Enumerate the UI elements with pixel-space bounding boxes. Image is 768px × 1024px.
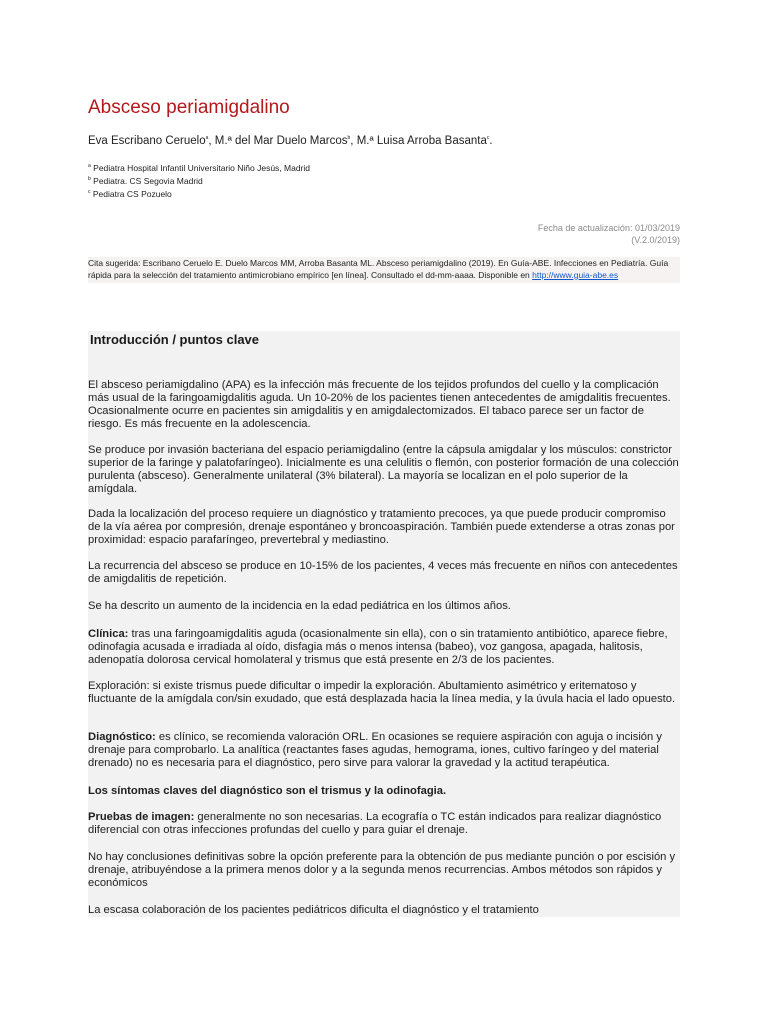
author-separator: . bbox=[489, 135, 493, 147]
author-name: M.ª del Mar Duelo Marcos bbox=[214, 135, 348, 147]
paragraph-text: La recurrencia del absceso se produce en 10-15% de los pacientes, 4 veces más frecuente en niños con antecedentes de amigdalitis de repetición. bbox=[88, 560, 678, 585]
paragraph bbox=[88, 904, 680, 917]
paragraph-text: Exploración: si existe trismus puede dificultar o impedir la exploración. Abultamiento asimétrico y eritematoso y fluctuante de la amígdala con/sin exudado, que está desplazada hacia la línea media, y la úvula hacia el lado opuesto. bbox=[88, 680, 676, 705]
update-info bbox=[538, 223, 680, 246]
paragraph-text: tras una faringoamigdalitis aguda (ocasionalmente sin ella), con o sin tratamiento antibiótico, aparece fiebre, odinofagia acusada e irradiada al oído, disfagia más o menos intensa (babeo), voz gangosa, apagada, halitosis, adenopatía dolorosa cervical homolateral y trismus que está presente en 2/3 de los pacientes. bbox=[88, 628, 668, 666]
paragraph-text: Se ha descrito un aumento de la incidencia en la edad pediátrica en los últimos años. bbox=[88, 600, 511, 612]
document-title: Absceso periamigdalino bbox=[88, 97, 290, 118]
paragraph-text: generalmente no son necesarias. La ecografía o TC están indicados para realizar diagnóstico diferencial con otras infecciones profundas del cuello y para guiar el drenaje. bbox=[88, 811, 662, 836]
author-mark: a bbox=[205, 135, 209, 142]
author-list bbox=[88, 135, 493, 147]
affiliation-text: Pediatra Hospital Infantil Universitario Niño Jesús, Madrid bbox=[93, 162, 311, 173]
affiliation-item bbox=[88, 161, 310, 174]
paragraph bbox=[88, 379, 680, 431]
paragraph-lead: Pruebas de imagen: bbox=[88, 811, 195, 823]
affiliation-text: Pediatra. CS Segovia Madrid bbox=[93, 175, 203, 186]
paragraph bbox=[88, 811, 680, 837]
paragraph bbox=[88, 560, 680, 586]
paragraph-text: El absceso periamigdalino (APA) es la infección más frecuente de los tejidos profundos del cuello y la complicación más usual de la faringoamigdalitis aguda. Un 10-20% de los pacientes tienen antecedentes de amigdalitis frecuentes. Ocasionalmente ocurre en pacientes sin amigdalitis y en amigdalectomizados. El tabaco parece ser un factor de riesgo. Es más frecuente en la adolescencia. bbox=[88, 379, 671, 430]
paragraph-text: es clínico, se recomienda valoración ORL. En ocasiones se requiere aspiración con aguja o incisión y drenaje para comprobarlo. La analítica (reactantes fases agudas, hemograma, iones, cultivo faríngeo y del material drenado) no es necesaria para el diagnóstico, pero sirve para valorar la gravedad y la actitud terapéutica. bbox=[88, 731, 662, 769]
update-date: Fecha de actualización: 01/03/2019 bbox=[537, 223, 680, 233]
affiliation-text: Pediatra CS Pozuelo bbox=[92, 188, 172, 199]
paragraph-text: Dada la localización del proceso requiere un diagnóstico y tratamiento precoces, ya que puede producir compromiso de la vía aérea por compresión, drenaje espontáneo y broncoaspiración. También puede extenderse a otras zonas por proximidad: espacio parafaríngeo, prevertebral y mediastino. bbox=[88, 508, 675, 546]
paragraph bbox=[88, 600, 680, 613]
paragraph-lead: Clínica: bbox=[88, 628, 129, 640]
citation-link[interactable]: http://www.guia-abe.es bbox=[532, 269, 619, 280]
author-mark: b bbox=[347, 135, 351, 142]
affiliation-mark: c bbox=[88, 188, 91, 195]
paragraph-text: Se produce por invasión bacteriana del espacio periamigdalino (entre la cápsula amigdalar y los músculos: constrictor superior de la faringe y palatofaríngeo). Inicialmente es una celulitis o flemón, con posterior formación de una colección purulenta (absceso). Generalmente unilateral (3% bilateral). La mayoría se localizan en el polo superior de la amígdala. bbox=[88, 444, 679, 495]
version-label: (V.2.0/2019) bbox=[631, 234, 680, 245]
paragraph-lead: Diagnóstico: bbox=[88, 731, 156, 743]
paragraph bbox=[88, 731, 680, 770]
paragraph bbox=[88, 851, 680, 890]
author-name: M.ª Luisa Arroba Basanta bbox=[356, 135, 487, 147]
paragraph-text: No hay conclusiones definitivas sobre la opción preferente para la obtención de pus mediante punción o por escisión y drenaje, atribuyéndose a la primera menos dolor y a la segunda menos recurrencias. Ambos métodos son rápidos y económicos bbox=[88, 851, 676, 889]
author-separator: , bbox=[208, 135, 215, 147]
affiliation-item bbox=[88, 174, 310, 187]
citation-text: Cita sugerida: Escribano Ceruelo E. Duelo Marcos MM, Arroba Basanta ML. Absceso periamigdalino (2019). En Guía-ABE. Infecciones en Pediatría. Guía rápida para la selección del tratamiento antimicrobiano empírico [en línea]. Consultado el dd-mm-aaaa. Disponible en bbox=[88, 258, 669, 280]
author-mark: c bbox=[486, 135, 490, 142]
paragraph bbox=[88, 628, 680, 667]
affiliation-list bbox=[88, 161, 310, 199]
paragraph bbox=[88, 444, 680, 496]
suggested-citation bbox=[88, 257, 680, 283]
paragraph bbox=[88, 680, 680, 706]
author-name: Eva Escribano Ceruelo bbox=[88, 135, 206, 147]
author-separator: , bbox=[350, 135, 357, 147]
paragraph-lead: Los síntomas claves del diagnóstico son el trismus y la odinofagia. bbox=[88, 785, 447, 797]
paragraph-text: La escasa colaboración de los pacientes pediátricos dificulta el diagnóstico y el tratamiento bbox=[88, 904, 539, 916]
paragraph bbox=[88, 508, 680, 547]
affiliation-mark: b bbox=[88, 175, 91, 182]
paragraph bbox=[88, 785, 680, 798]
section-heading: Introducción / puntos clave bbox=[90, 332, 260, 347]
affiliation-mark: a bbox=[88, 163, 91, 169]
main-section bbox=[88, 331, 680, 917]
affiliation-item bbox=[88, 187, 310, 200]
